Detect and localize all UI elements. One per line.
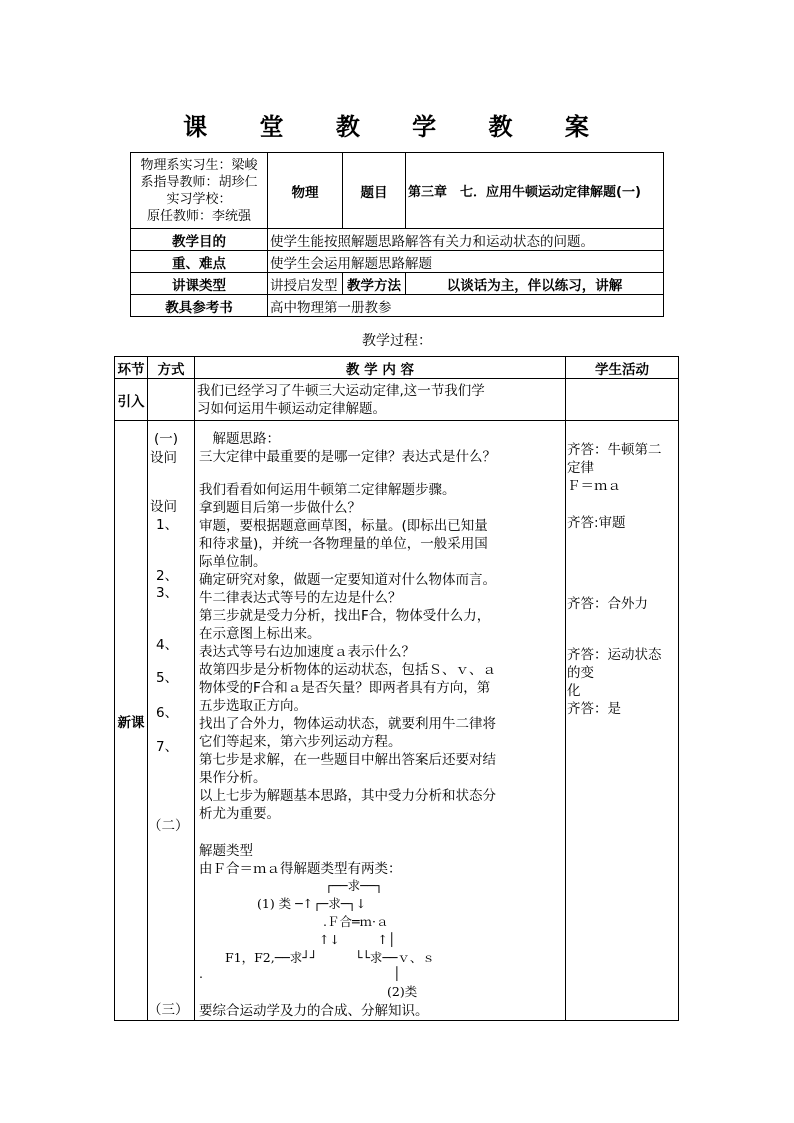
activity-line: 定律 bbox=[567, 460, 594, 476]
content-line: 解题类型 bbox=[199, 843, 253, 859]
content-line: 拿到题目后第一步做什么？ bbox=[199, 500, 361, 516]
content-line: 确定研究对象，做题一定要知道对什么物体而言。 bbox=[199, 572, 496, 588]
content-line: 要综合运动学及力的合成、分解知识。 bbox=[199, 1003, 429, 1019]
activity-line: 化 bbox=[567, 683, 581, 699]
content-line: 找出了合外力，物体运动状态，就要利用牛二律将 bbox=[199, 716, 496, 732]
content-line: 物体受的F合和ａ是否矢量？即两者具有方向，第 bbox=[199, 680, 491, 696]
content-line: 审题，要根据题意画草图，标量。(即标出已知量 bbox=[199, 518, 488, 534]
activity-line: 齐答:审题 bbox=[567, 515, 626, 531]
activity-line: 齐答：合外力 bbox=[567, 596, 648, 612]
content-line: 析尤为重要。 bbox=[199, 806, 280, 822]
diagram-line: ┌──求──┐ bbox=[325, 878, 383, 893]
method-column bbox=[148, 421, 195, 1021]
stage-new: 新课 bbox=[115, 421, 148, 1021]
process-table bbox=[114, 356, 679, 1021]
content-line: 以上七步为解题基本思路，其中受力分析和状态分 bbox=[199, 788, 496, 804]
method-label: 1、 bbox=[156, 517, 179, 533]
content-line: 故第四步是分析物体的运动状态，包括Ｓ、ｖ、ａ bbox=[199, 662, 496, 678]
content-line: 际单位制。 bbox=[199, 554, 267, 570]
diagram-line: . bbox=[199, 966, 203, 981]
method-label: 2、 bbox=[156, 568, 179, 584]
intro-content bbox=[195, 379, 566, 421]
content-line: 第三步就是受力分析，找出F合，物体受什么力， bbox=[199, 608, 491, 624]
header-method: 方式 bbox=[148, 357, 195, 379]
method-label: 3、 bbox=[156, 585, 179, 601]
lesson-info-table bbox=[130, 152, 664, 317]
content-line: 我们看看如何运用牛顿第二定律解题步骤。 bbox=[199, 482, 456, 498]
activity-column bbox=[566, 421, 679, 1021]
key-label: 重、难点 bbox=[131, 251, 268, 273]
method-label: 7、 bbox=[156, 739, 179, 755]
original-teacher: 原任教师：李统强 bbox=[146, 208, 251, 224]
activity-line: 的变 bbox=[567, 665, 594, 681]
mentor-name: 系指导教师：胡珍仁 bbox=[140, 174, 258, 190]
content-line: 解题思路： bbox=[199, 431, 280, 447]
key-points: 使学生会运用解题思路解题 bbox=[268, 251, 664, 273]
method-label: 教学方法 bbox=[343, 273, 406, 295]
subject: 物理 bbox=[268, 153, 343, 229]
page-title: 课 堂 教 学 教 案 bbox=[183, 112, 611, 141]
content-line: 由Ｆ合＝ｍａ得解题类型有两类： bbox=[199, 861, 402, 877]
activity-line: 齐答：运动状态 bbox=[567, 647, 662, 663]
method-label: 5、 bbox=[156, 670, 179, 686]
diagram-line: │ bbox=[393, 966, 401, 981]
type-label: 讲课类型 bbox=[131, 273, 268, 295]
diagram-line: (2)类 bbox=[387, 984, 418, 999]
content-line: 果作分析。 bbox=[199, 770, 267, 786]
method-label: 设问 bbox=[150, 450, 177, 466]
diagram-line: (1) 类 ─↑┌─求─┐↓ bbox=[257, 896, 367, 911]
content-line: 和待求量)，并统一各物理量的单位，一般采用国 bbox=[199, 536, 488, 552]
diagram-line: F1，F2,──求┘┘ └└求──ｖ、ｓ bbox=[225, 950, 435, 965]
method-label: 4、 bbox=[156, 637, 179, 653]
header-stage: 环节 bbox=[115, 357, 148, 379]
intro-line: 我们已经学习了牛顿三大运动定律,这一节我们学 bbox=[197, 382, 485, 399]
content-line: 牛二律表达式等号的左边是什么？ bbox=[199, 590, 402, 606]
reference-label: 教具参考书 bbox=[131, 295, 268, 317]
new-content bbox=[195, 421, 566, 1021]
method-label: （二） bbox=[148, 818, 189, 834]
content-line: 第七步是求解，在一些题目中解出答案后还要对结 bbox=[199, 752, 496, 768]
process-title: 教学过程： bbox=[362, 333, 432, 349]
reference-book: 高中物理第一册教参 bbox=[268, 295, 664, 317]
diagram-line: ↑↓ ↑│ bbox=[319, 932, 396, 947]
method-label: 设问 bbox=[150, 499, 177, 515]
content-line: 它们等起来，第六步列运动方程。 bbox=[199, 734, 402, 750]
lesson-type: 讲授启发型 bbox=[268, 273, 343, 295]
diagram-line: .Ｆ合═ｍ·ａ bbox=[323, 914, 389, 929]
content-line: 三大定律中最重要的是哪一定律？表达式是什么？ bbox=[199, 449, 496, 465]
stage-intro: 引入 bbox=[115, 379, 148, 421]
activity-line: 齐答：是 bbox=[567, 701, 621, 717]
school-name: 实习学校： bbox=[166, 191, 232, 207]
activity-line: Ｆ＝ｍａ bbox=[567, 478, 621, 494]
content-line: 五步选取正方向。 bbox=[199, 698, 307, 714]
header-activity: 学生活动 bbox=[566, 357, 679, 379]
content-line: 在示意图上标出来。 bbox=[199, 626, 321, 642]
topic: 第三章 七．应用牛顿运动定律解题(一) bbox=[406, 153, 664, 229]
activity-line: 齐答：牛顿第二 bbox=[567, 442, 662, 458]
header-content: 教 学 内 容 bbox=[195, 357, 566, 379]
method-label: （三） bbox=[148, 1002, 189, 1018]
goal: 使学生能按照解题思路解答有关力和运动状态的问题。 bbox=[268, 229, 664, 251]
topic-label: 题目 bbox=[343, 153, 406, 229]
goal-label: 教学目的 bbox=[131, 229, 268, 251]
teacher-info-cell bbox=[131, 153, 268, 229]
teaching-method: 以谈话为主，伴以练习，讲解 bbox=[406, 273, 664, 295]
method-label: (一) bbox=[154, 431, 179, 447]
intro-line: 习如何运用牛顿运动定律解题。 bbox=[197, 400, 386, 417]
intern-name: 物理系实习生：梁峻 bbox=[140, 157, 258, 173]
content-line: 表达式等号右边加速度ａ表示什么？ bbox=[199, 644, 415, 660]
method-label: 6、 bbox=[156, 705, 179, 721]
